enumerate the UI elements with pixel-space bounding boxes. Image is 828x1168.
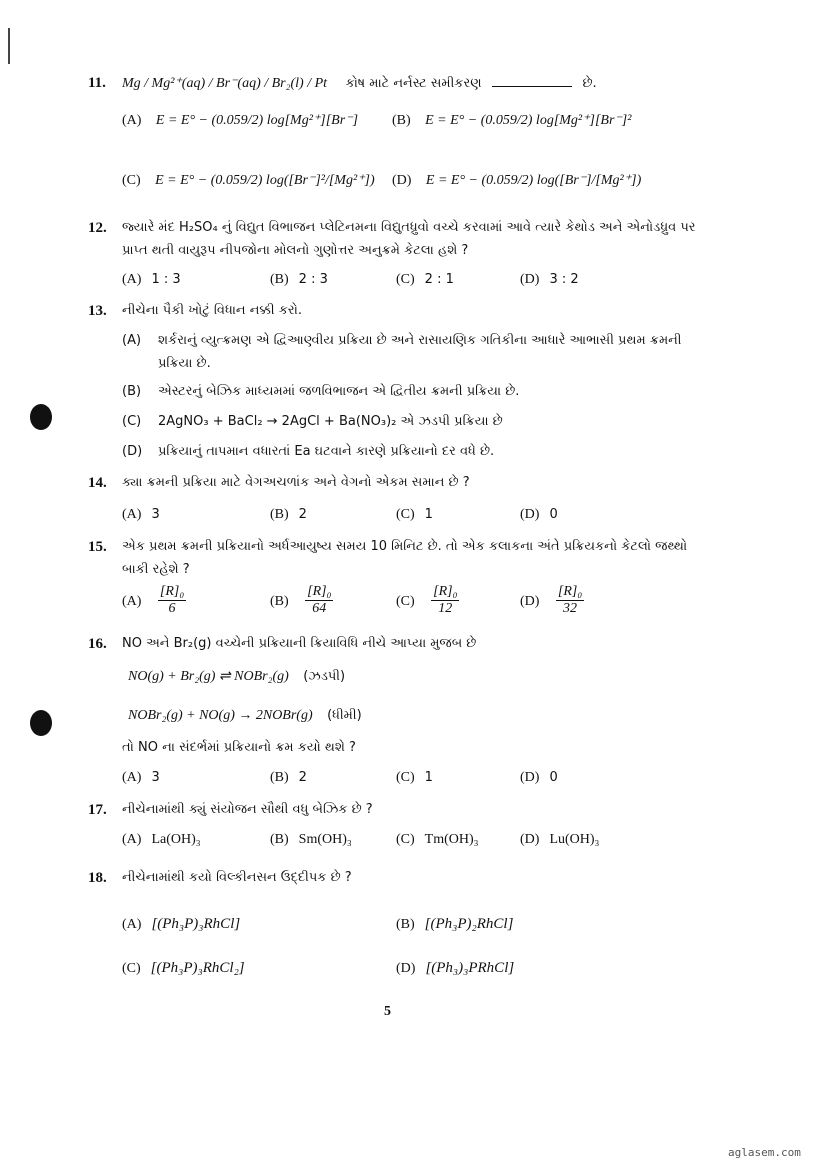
q12-text: જ્યારે મંદ H₂SO₄ નું વિદ્યુત વિભાજન પ્લેટિનમના વિદ્યુતધ્રુવો વચ્ચે કરવામાં આવે ત્યારે કેથોડ અને એનોડધ્રુવ પર પ્રાપ્ત થતી વાયુરૂપ નીપજોના મોલનો ગુણોત્તર અનુક્રમે કેટલા હશે ? [122,220,696,258]
q12-option-a-label: (A) [122,272,142,287]
q11-option-a-label: (A) [122,113,142,128]
q15-option-b-label: (B) [270,593,289,609]
q15-option-c-numerator: [R]₀ [433,584,458,599]
q15-option-a-label: (A) [122,593,142,609]
q13-text: નીચેના પૈકી ખોટું વિધાન નક્કી કરો. [122,303,303,318]
q11-option-c-expr: E = E° − (0.059/2) log([Br⁻]²/[Mg²⁺]) [155,173,375,188]
q11-option-b[interactable] [392,112,631,129]
q12-option-b[interactable] [270,272,328,288]
q11-stem [122,75,597,92]
q14-text: ક્યા ક્રમની પ્રક્રિયા માટે વેગઅચળાંક અને વેગનો એકમ સમાન છે ? [122,475,470,490]
q16-number: 16. [88,636,107,652]
q11-end: છે. [582,76,597,91]
q15-number: 15. [88,539,107,555]
q18-option-d[interactable] [396,960,514,977]
q16-text: NO અને Br₂(g) વચ્ચેની પ્રક્રિયાની ક્રિયાવિધિ નીચે આપ્યા મુજબ છે [122,636,477,651]
q13-option-b-text: એસ્ટરનું બેઝિક માધ્યમમાં જળવિભાજન એ દ્વિતીય ક્રમની પ્રક્રિયા છે. [158,384,520,399]
q17-number: 17. [88,802,107,818]
q16-option-d-label: (D) [520,770,540,785]
q16-option-a-label: (A) [122,770,142,785]
q11-number: 11. [88,75,106,91]
q14-option-c-label: (C) [396,507,415,522]
q18-option-b[interactable] [396,916,513,933]
q18-option-b-text: [(Ph₃P)₂RhCl] [424,916,514,932]
q18-number: 18. [88,870,107,886]
q14-option-a-text: 3 [151,507,160,522]
q17-option-c[interactable] [396,832,479,848]
q15-option-b-numerator: [R]₀ [307,584,332,599]
q11-option-a-expr: E = E° − (0.059/2) log[Mg²⁺][Br⁻] [155,113,359,128]
q15-option-a-numerator: [R]₀ [159,584,185,599]
q16-option-a[interactable] [122,770,160,786]
q16-option-c-text: 1 [424,770,433,785]
scan-edge-mark [8,28,10,64]
q12-option-d-text: 3 : 2 [549,272,579,287]
q11-blank [492,86,572,87]
q12-option-c[interactable] [396,272,454,288]
q17-option-d-label: (D) [520,832,540,847]
q12-option-a-text: 1 : 3 [151,272,181,287]
q17-option-b-label: (B) [270,832,289,847]
q13-option-b-label[interactable]: (B) [122,384,142,399]
q12-option-b-label: (B) [270,272,289,287]
q16-step1 [128,668,345,685]
q11-option-d-expr: E = E° − (0.059/2) log([Br⁻]/[Mg²⁺]) [425,173,642,188]
q17-option-b[interactable] [270,832,352,848]
q16-option-d[interactable] [520,770,558,786]
q18-option-b-label: (B) [396,917,415,932]
q11-option-d-label: (D) [392,173,412,188]
q18-option-d-label: (D) [396,961,416,976]
q12-option-b-text: 2 : 3 [298,272,328,287]
q17-option-b-text: Sm(OH)₃ [298,832,352,847]
q14-option-c-text: 1 [424,507,433,522]
q11-option-a[interactable] [122,112,358,129]
q16-step1-note: (ઝડપી) [303,669,346,684]
q15-text: એક પ્રથમ ક્રમની પ્રક્રિયાનો અર્ધઆયુષ્ય સમય 10 મિનિટ છે. તો એક કલાકના અંતે પ્રક્રિયકનો કેટલો જથ્થો બાકી રહેશે ? [122,539,688,577]
q17-option-c-label: (C) [396,832,415,847]
q12-number: 12. [88,220,107,236]
q16-option-d-text: 0 [549,770,558,785]
q15-option-d-denominator: 32 [563,601,578,616]
q14-option-b-text: 2 [298,507,307,522]
q15-option-b-denominator: 64 [312,601,327,616]
q17-option-d[interactable] [520,832,599,848]
q18-option-c-text: [(Ph₃P)₃RhCl₂] [150,960,245,976]
q13-option-d-label[interactable]: (D) [122,444,143,459]
q16-option-c-label: (C) [396,770,415,785]
q18-option-c-label: (C) [122,961,141,976]
q15-option-d-numerator: [R]₀ [557,584,583,599]
q17-option-a[interactable] [122,832,201,848]
punch-hole-mark [30,710,52,736]
q14-number: 14. [88,475,107,491]
q11-option-b-expr: E = E° − (0.059/2) log[Mg²⁺][Br⁻]² [425,113,632,128]
q13-option-a-label[interactable]: (A) [122,333,142,348]
q11-text: કોષ માટે નર્નસ્ટ સમીકરણ [345,76,482,91]
q14-option-b[interactable] [270,507,307,523]
q13-option-c-text: 2AgNO₃ + BaCl₂ → 2AgCl + Ba(NO₃)₂ એ ઝડપી પ્રક્રિયા છે [158,414,503,429]
q15-option-c[interactable] [396,584,461,617]
q15-option-a-denominator: 6 [168,601,176,616]
q16-step2-note: (ધીમી) [327,708,362,723]
q12-option-d[interactable] [520,272,579,288]
q12-option-c-label: (C) [396,272,415,287]
q15-option-d[interactable] [520,584,586,617]
q17-option-a-text: La(OH)₃ [151,832,201,847]
q15-option-d-label: (D) [520,593,540,609]
q11-option-d[interactable] [392,172,641,189]
q17-text: નીચેનામાંથી ક્યું સંયોજન સૌથી વધુ બેઝિક છે ? [122,802,373,817]
q18-option-c[interactable] [122,960,245,977]
q14-option-d[interactable] [520,507,558,523]
q13-option-c-label[interactable]: (C) [122,414,142,429]
q12-option-c-text: 2 : 1 [424,272,454,287]
q14-option-a[interactable] [122,507,160,523]
q11-option-b-label: (B) [392,113,411,128]
q17-option-a-label: (A) [122,832,142,847]
q16-option-c[interactable] [396,770,433,786]
q14-option-d-label: (D) [520,507,540,522]
q18-text: નીચેનામાંથી કયો વિલ્કીનસન ઉદ્દીપક છે ? [122,870,352,885]
q15-option-c-denominator: 12 [438,601,453,616]
punch-hole-mark [30,404,52,430]
q16-option-a-text: 3 [151,770,160,785]
q17-option-c-text: Tm(OH)₃ [424,832,479,847]
q16-step1-equation: NO(g) + Br₂(g) ⇌ NOBr₂(g) [128,669,289,684]
q13-number: 13. [88,303,107,319]
q12-option-d-label: (D) [520,272,540,287]
q16-step2 [128,707,362,724]
page-number: 5 [384,1004,391,1019]
q12-option-a[interactable] [122,272,181,288]
q15-option-a[interactable] [122,584,188,617]
q18-option-a-label: (A) [122,917,142,932]
q14-option-b-label: (B) [270,507,289,522]
q16-step2-equation: NOBr₂(g) + NO(g) → 2NOBr(g) [128,708,313,723]
q13-option-a-text: શર્કરાનું વ્યુત્ક્રમણ એ દ્વિઆણ્વીય પ્રક્રિયા છે અને રાસાયણિક ગતિકીના આધારે આભાસી પ્રથમ ક્રમની પ્રક્રિયા છે. [158,333,682,371]
q17-option-d-text: Lu(OH)₃ [549,832,600,847]
q14-option-c[interactable] [396,507,433,523]
q14-option-d-text: 0 [549,507,558,522]
q15-option-b[interactable] [270,584,335,617]
q18-option-d-text: [(Ph₃)₃PRhCl] [425,960,515,976]
watermark: aglasem.com [728,1146,801,1159]
q16-option-b-text: 2 [298,770,307,785]
q16-ask: તો NO ના સંદર્ભમાં પ્રક્રિયાનો ક્રમ કયો થશે ? [122,740,356,755]
q11-option-c[interactable] [122,172,375,189]
q16-option-b[interactable] [270,770,307,786]
q18-option-a[interactable] [122,916,240,933]
q16-option-b-label: (B) [270,770,289,785]
q18-option-a-text: [(Ph₃P)₃RhCl] [151,916,241,932]
q11-cell: Mg / Mg²⁺(aq) / Br⁻(aq) / Br₂(l) / Pt [122,76,328,91]
q15-option-c-label: (C) [396,593,415,609]
q13-option-d-text: પ્રક્રિયાનું તાપમાન વધારતાં Ea ઘટવાને કારણે પ્રક્રિયાનો દર વધે છે. [158,444,495,459]
q14-option-a-label: (A) [122,507,142,522]
q11-option-c-label: (C) [122,173,141,188]
